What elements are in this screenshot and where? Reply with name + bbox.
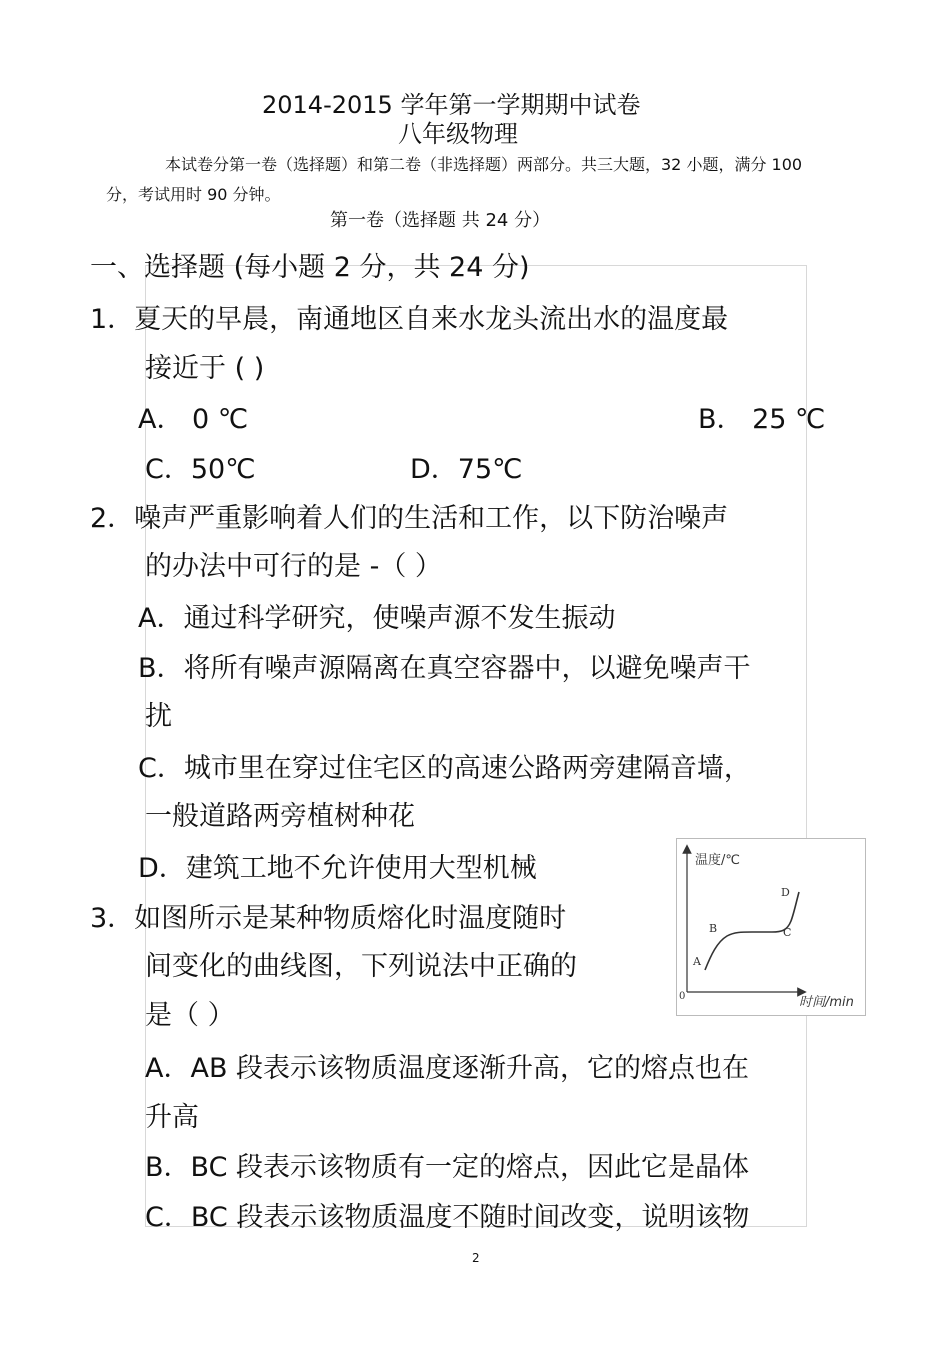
question-2-option-d: D．建筑工地不允许使用大型机械	[138, 853, 537, 884]
question-2-option-a: A．通过科学研究，使噪声源不发生振动	[138, 603, 616, 634]
x-axis-label: 时间/min	[799, 995, 854, 1010]
section-heading: 一、选择题 (每小题 2 分，共 24 分)	[90, 252, 530, 283]
question-3-option-b: B．BC 段表示该物质有一定的熔点，因此它是晶体	[145, 1152, 750, 1183]
question-1-option-a: A． 0 ℃	[138, 404, 249, 435]
question-1-stem-line2: 接近于 ( )	[145, 353, 265, 384]
exam-intro-line2: 分，考试用时 90 分钟。	[106, 185, 281, 204]
question-3-stem-line3: 是（ ）	[145, 1000, 235, 1031]
exam-title: 2014-2015 学年第一学期期中试卷	[262, 91, 641, 119]
question-2-option-c-cont: 一般道路两旁植树种花	[145, 801, 415, 832]
point-a-label: A	[693, 955, 701, 968]
point-b-label: B	[709, 922, 718, 935]
question-1-stem-line1: 1．夏天的早晨，南通地区自来水龙头流出水的温度最	[90, 304, 729, 335]
question-1-option-c: C．50℃	[145, 454, 256, 485]
question-1-option-b: B． 25 ℃	[698, 404, 826, 435]
melting-curve-svg	[677, 839, 865, 1015]
question-3-option-a: A．AB 段表示该物质温度逐渐升高，它的熔点也在	[145, 1053, 750, 1084]
question-2-option-b: B．将所有噪声源隔离在真空容器中，以避免噪声干	[138, 653, 751, 684]
question-2-stem-line2: 的办法中可行的是 -（ ）	[145, 551, 442, 582]
part-title: 第一卷（选择题 共 24 分）	[330, 210, 551, 231]
point-c-label: C	[783, 926, 792, 939]
question-2-stem-line1: 2．噪声严重影响着人们的生活和工作，以下防治噪声	[90, 503, 729, 534]
question-3-stem-line1: 3．如图所示是某种物质熔化时温度随时	[90, 903, 567, 934]
origin-label: 0	[679, 991, 686, 1002]
question-3-option-a-cont: 升高	[145, 1102, 199, 1133]
y-axis-label: 温度/℃	[695, 853, 740, 868]
question-3-stem-line2: 间变化的曲线图，下列说法中正确的	[145, 951, 577, 982]
question-3-option-c: C．BC 段表示该物质温度不随时间改变，说明该物	[145, 1202, 750, 1233]
question-2-option-b-cont: 扰	[145, 701, 172, 732]
page-number: 2	[472, 1251, 480, 1265]
exam-intro-line1: 本试卷分第一卷（选择题）和第二卷（非选择题）两部分。共三大题，32 小题，满分 100	[165, 155, 803, 174]
question-2-option-c: C．城市里在穿过住宅区的高速公路两旁建隔音墙，	[138, 753, 751, 784]
melting-curve-figure	[676, 838, 866, 1016]
exam-subject: 八年级物理	[398, 120, 518, 148]
question-1-option-d: D．75℃	[410, 454, 523, 485]
point-d-label: D	[781, 886, 790, 899]
